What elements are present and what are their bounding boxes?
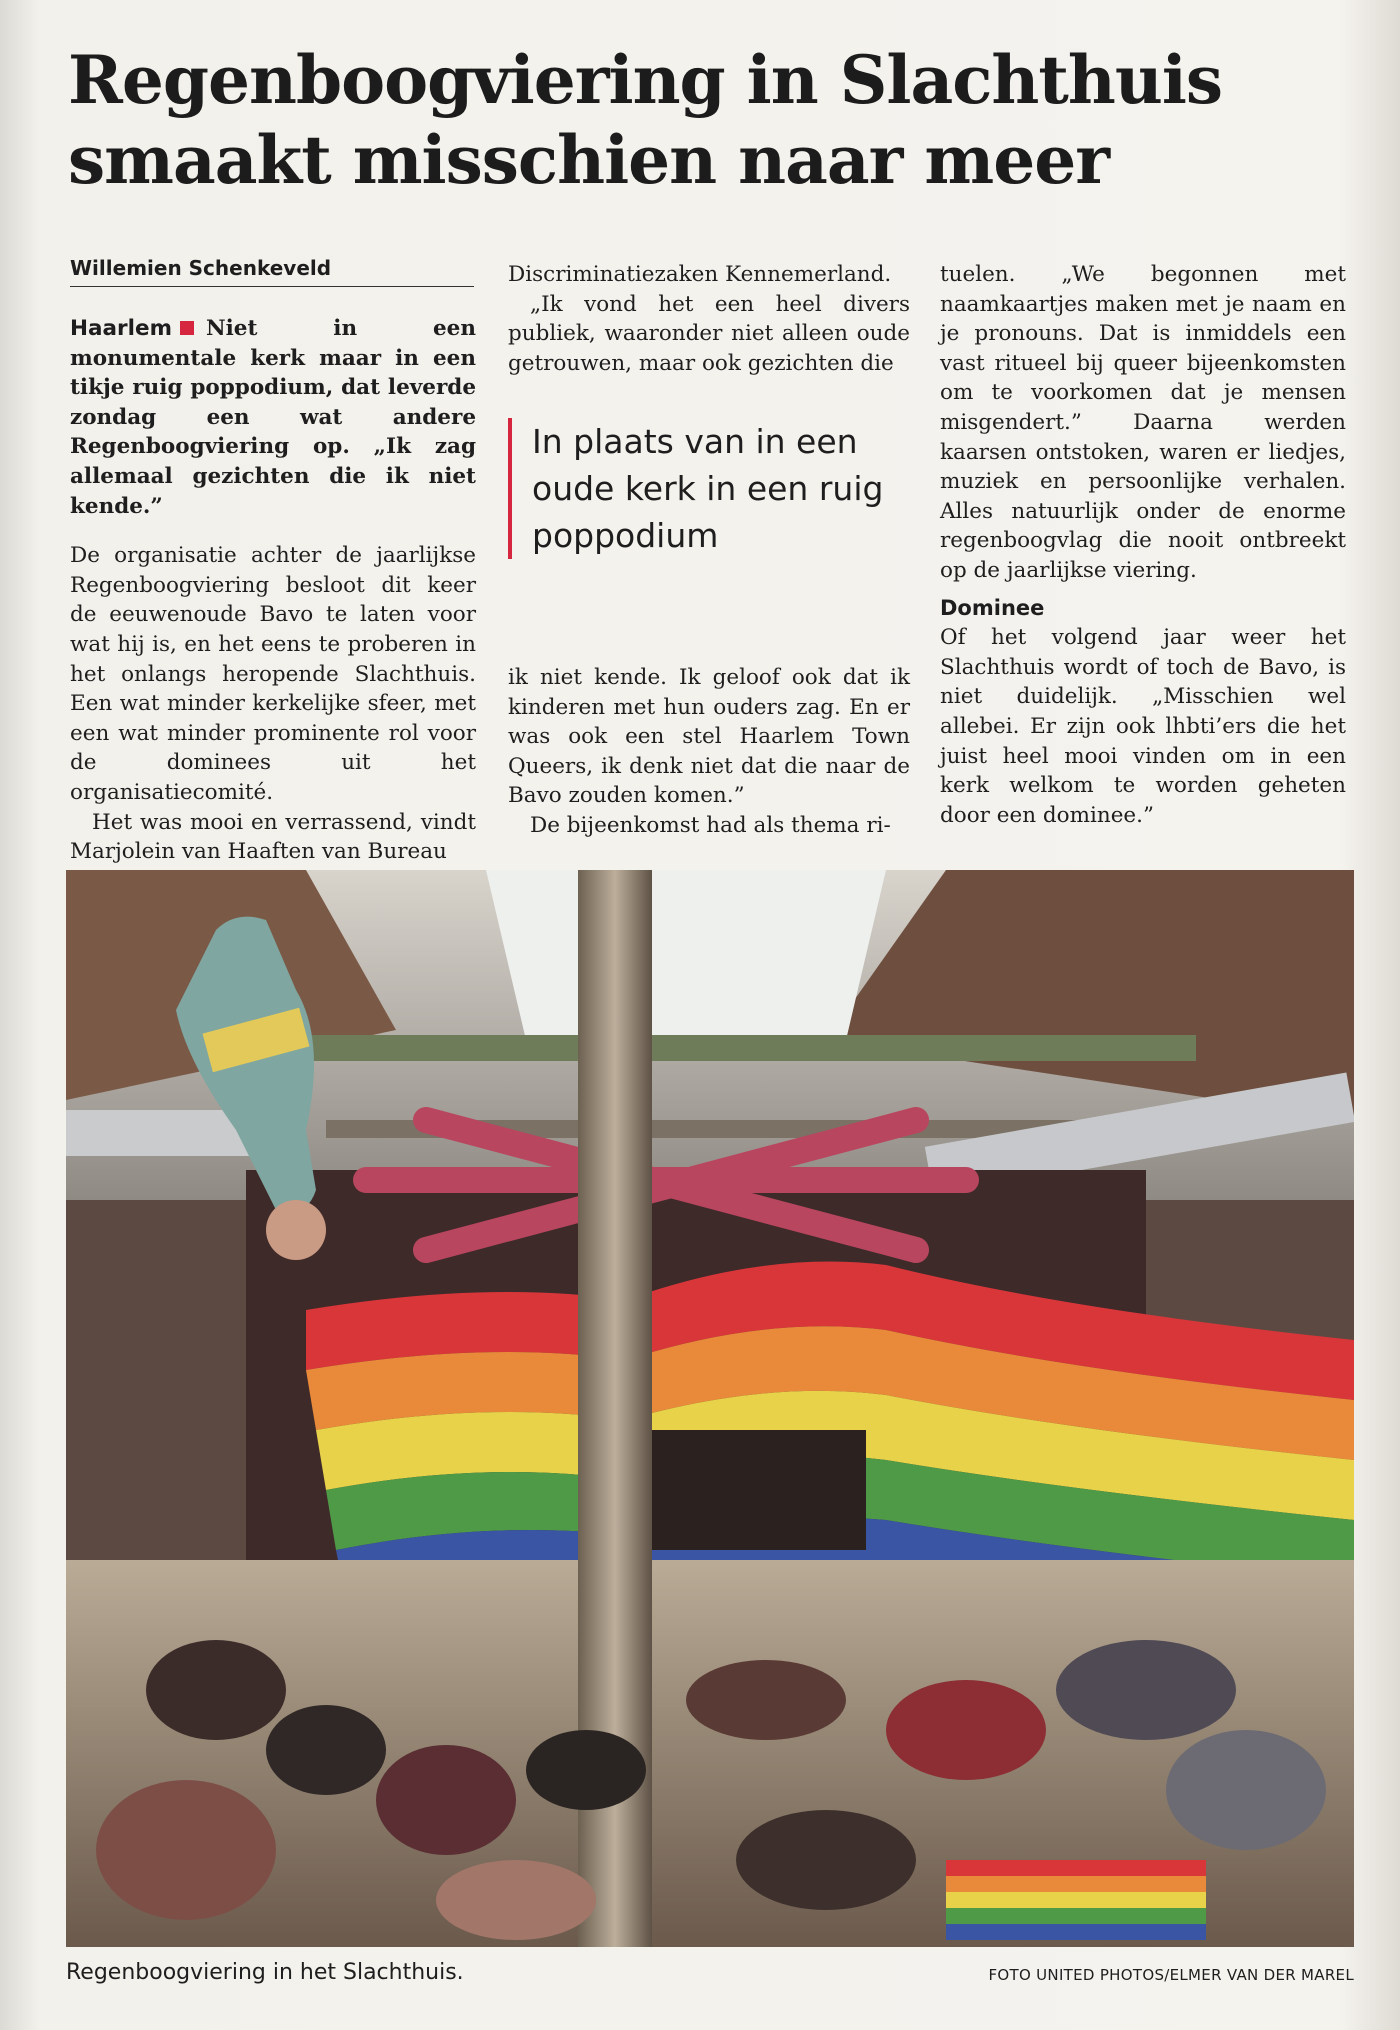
byline: Willemien Schenkeveld bbox=[70, 256, 474, 287]
subhead-dominee: Dominee bbox=[940, 595, 1045, 620]
body-paragraph-8: Of het volgend jaar weer het Slachthuis wordt of toch de Bavo, is niet duidelijk. „Misschien wel allebei. Er zijn ook lhbti’ers die het juist heel mooi vinden om in een kerk welkom te worden geheten door een dominee.” bbox=[940, 625, 1346, 828]
column-2-bottom bbox=[508, 663, 910, 841]
body-paragraph-5: ik niet kende. Ik geloof ook dat ik kinderen met hun ouders zag. En er was ook een stel Haarlem Town Queers, ik denk niet dat die naar de Bavo zouden komen.” bbox=[508, 665, 910, 809]
body-paragraph-2: Het was mooi en verrassend, vindt Marjolein van Haaften van Bureau bbox=[70, 809, 476, 865]
headline-line-1: Regenboogviering in Slachthuis bbox=[68, 41, 1223, 119]
headline bbox=[68, 40, 1348, 200]
event-photo bbox=[66, 870, 1354, 1947]
photo-caption: Regenboogviering in het Slachthuis. bbox=[66, 1960, 464, 1985]
photo-credit: FOTO UNITED PHOTOS/ELMER VAN DER MAREL bbox=[988, 1966, 1354, 1984]
lead-paragraph bbox=[70, 314, 476, 521]
column-1 bbox=[70, 314, 476, 867]
lead-text: Niet in een monumentale kerk maar in een tikje ruig poppodium, dat leverde zondag een wat andere Regenboogviering op. „Ik zag allemaal gezichten die ik niet kende.” bbox=[70, 316, 476, 519]
dateline: Haarlem bbox=[70, 316, 172, 341]
body-paragraph-7: tuelen. „We begonnen met naamkaartjes maken met je naam en je pronouns. Dat is inmiddels een vast ritueel bij queer bijeenkomsten om te voorkomen dat je mensen misgendert.” Daarna werden kaarsen ontstoken, waren er liedjes, muziek en persoonlijke verhalen. Alles natuurlijk onder de enorme regenboogvlag die nooit ontbreekt op de jaarlijkse viering. bbox=[940, 262, 1346, 583]
body-paragraph-4: „Ik vond het een heel divers publiek, waaronder niet alleen oude getrouwen, maar ook gezichten die bbox=[508, 291, 910, 376]
body-paragraph-3: Discriminatiezaken Kennemerland. bbox=[508, 262, 892, 287]
column-3 bbox=[940, 260, 1346, 830]
body-paragraph-6: De bijeenkomst had als thema ri- bbox=[530, 812, 891, 838]
dateline-marker-icon bbox=[180, 321, 194, 335]
column-2-top bbox=[508, 260, 910, 378]
body-paragraph-1: De organisatie achter de jaarlijkse Regenboogviering besloot dit keer de eeuwenoude Bavo te laten voor wat hij is, en het eens te proberen in het onlangs heropende Slachthuis. Een wat minder kerkelijke sfeer, met een wat minder prominente rol voor de dominees uit het organisatiecomité. bbox=[70, 543, 476, 805]
rainbow-tablecloth bbox=[946, 1860, 1206, 1940]
headline-line-2: smaakt misschien naar meer bbox=[68, 121, 1109, 199]
pull-quote: In plaats van in een oude kerk in een ruig poppodium bbox=[508, 418, 932, 559]
